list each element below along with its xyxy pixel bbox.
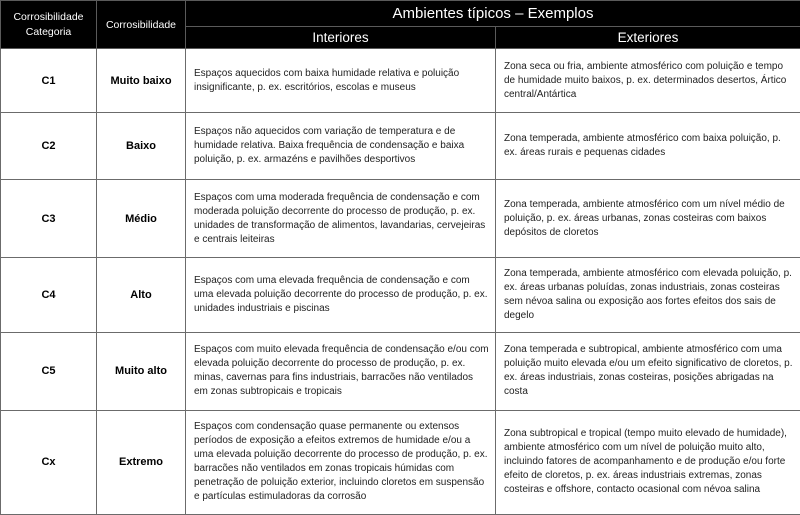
- table-row: [1, 113, 800, 180]
- header-exterior: Exteriores: [496, 27, 800, 49]
- category-cell: C2: [1, 113, 97, 180]
- corrosivity-cell: Extremo: [97, 410, 186, 514]
- corrosivity-cell: Baixo: [97, 113, 186, 180]
- category-cell: C4: [1, 258, 97, 332]
- corrosivity-cell: Médio: [97, 180, 186, 258]
- category-cell: C1: [1, 49, 97, 113]
- header-interior: Interiores: [186, 27, 496, 49]
- interior-cell: Espaços com condensação quase permanente ou extensos períodos de exposição a efeitos extremos de humidade e/ou a uma elevada poluição decorrente do processo de produção, p. ex. barracões não ventilados em zonas tropicais húmidas com penetração de poluição exterior, incluindo cloretos em suspensão e partículas estimuladoras da corrosão: [186, 410, 496, 514]
- category-cell: C3: [1, 180, 97, 258]
- corrosivity-cell: Muito baixo: [97, 49, 186, 113]
- table-row: [1, 258, 800, 332]
- header-corrosivity: Corrosibilidade: [97, 1, 186, 49]
- table-row: [1, 180, 800, 258]
- interior-cell: Espaços não aquecidos com variação de temperatura e de humidade relativa. Baixa frequência de condensação e baixa poluição, p. ex. armazéns e pavilhões desportivos: [186, 113, 496, 180]
- corrosivity-cell: Muito alto: [97, 332, 186, 410]
- exterior-cell: Zona temperada, ambiente atmosférico com elevada poluição, p. ex. áreas urbanas poluídas, zonas industriais, zonas costeiras sem névoa salina ou exposição aos fortes efeitos dos sais de degelo: [496, 258, 800, 332]
- exterior-cell: Zona seca ou fria, ambiente atmosférico com poluição e tempo de humidade muito baixos, p. ex. determinados desertos, Ártico central/Antártica: [496, 49, 800, 113]
- corrosivity-cell: Alto: [97, 258, 186, 332]
- table-row: [1, 49, 800, 113]
- interior-cell: Espaços aquecidos com baixa humidade relativa e poluição insignificante, p. ex. escritórios, escolas e museus: [186, 49, 496, 113]
- interior-cell: Espaços com muito elevada frequência de condensação e/ou com elevada poluição decorrente do processo de produção, p. ex. minas, cavernas para fins industriais, barracões não ventilados em zonas subtropicais e tropicais: [186, 332, 496, 410]
- interior-cell: Espaços com uma elevada frequência de condensação e com uma elevada poluição decorrente do processo de produção, p. ex. unidades industriais e piscinas: [186, 258, 496, 332]
- table-row: [1, 332, 800, 410]
- header-category: Corrosibilidade Categoria: [1, 1, 97, 49]
- category-cell: Cx: [1, 410, 97, 514]
- header-environments: Ambientes típicos – Exemplos: [186, 1, 800, 27]
- table-row: [1, 410, 800, 514]
- interior-cell: Espaços com uma moderada frequência de condensação e com moderada poluição decorrente do processo de produção, p. ex. unidades de transformação de alimentos, lavandarias, cervejeiras e centrais leiteiras: [186, 180, 496, 258]
- exterior-cell: Zona temperada, ambiente atmosférico com um nível médio de poluição, p. ex. áreas urbanas, zonas costeiras com baixos depósitos de cloretos: [496, 180, 800, 258]
- exterior-cell: Zona subtropical e tropical (tempo muito elevado de humidade), ambiente atmosférico com um nível de poluição muito alto, incluindo fatores de acompanhamento e de produção e/ou forte efeito de cloretos, p. ex. áreas industriais extremas, zonas costeiras e offshore, contacto ocasional com névoa salina: [496, 410, 800, 514]
- category-cell: C5: [1, 332, 97, 410]
- exterior-cell: Zona temperada, ambiente atmosférico com baixa poluição, p. ex. áreas rurais e pequenas cidades: [496, 113, 800, 180]
- exterior-cell: Zona temperada e subtropical, ambiente atmosférico com uma poluição muito elevada e/ou um efeito significativo de cloretos, p. ex. áreas industriais, zonas costeiras, posições abrigadas na costa: [496, 332, 800, 410]
